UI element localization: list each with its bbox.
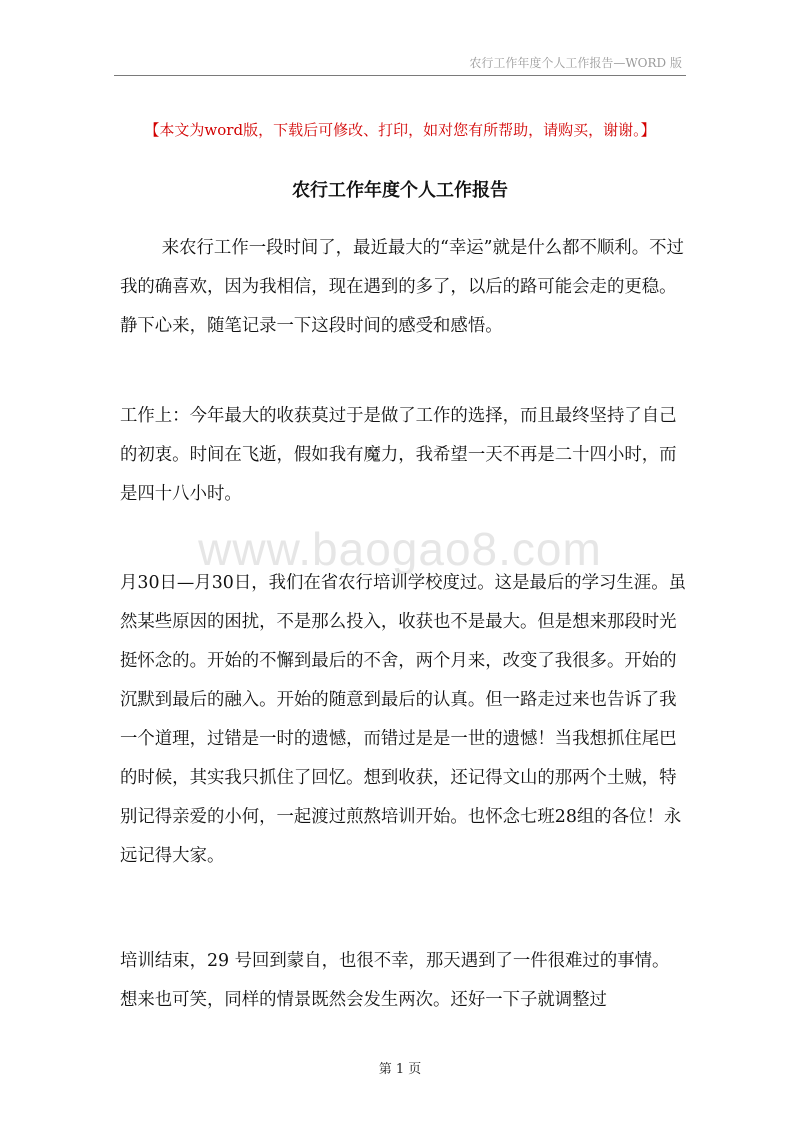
header-divider [114,75,686,76]
document-title: 农行工作年度个人工作报告 [292,180,508,201]
watermark: www.baogao8.com [198,523,602,575]
paragraph-intro: 来农行工作一段时间了，最近最大的“幸运”就是什么都不顺利。不过我的确喜欢，因为我相信，现在遇到的多了，以后的路可能会走的更稳。静下心来，随笔记录一下这段时间的感受和感悟。 [120,238,684,336]
page-number: 第 1 页 [378,1062,422,1077]
running-header: 农行工作年度个人工作报告—WORD 版 [469,56,682,70]
paragraph-after-training: 培训结束，29 号回到蒙自，也很不幸，那天遇到了一件很难过的事情。想来也可笑，同样的情景既然会发生两次。还好一下子就调整过 [120,951,670,1010]
paragraph-training: 月30日—月30日，我们在省农行培训学校度过。这是最后的学习生涯。虽然某些原因的困扰，不是那么投入，收获也不是最大。但是想来那段时光挺怀念的。开始的不懈到最后的不舍，两个月来，改变了我很多。开始的沉默到最后的融入。开始的随意到最后的认真。但一路走过来也告诉了我一个道理，过错是一时的遗憾，而错过是是一世的遗憾！当我想抓住尾巴的时候，其实我只抓住了回忆。想到收获，还记得文山的那两个土贼，特别记得亲爱的小何，一起渡过煎熬培训开始。也怀念七班28组的各位！永远记得大家。 [120,573,686,866]
download-notice: 【本文为word版，下载后可修改、打印，如对您有所帮助，请购买，谢谢。】 [144,121,656,139]
paragraph-work: 工作上：今年最大的收获莫过于是做了工作的选择，而且最终坚持了自己的初衷。时间在飞逝，假如我有魔力，我希望一天不再是二十四小时，而是四十八小时。 [120,406,677,504]
